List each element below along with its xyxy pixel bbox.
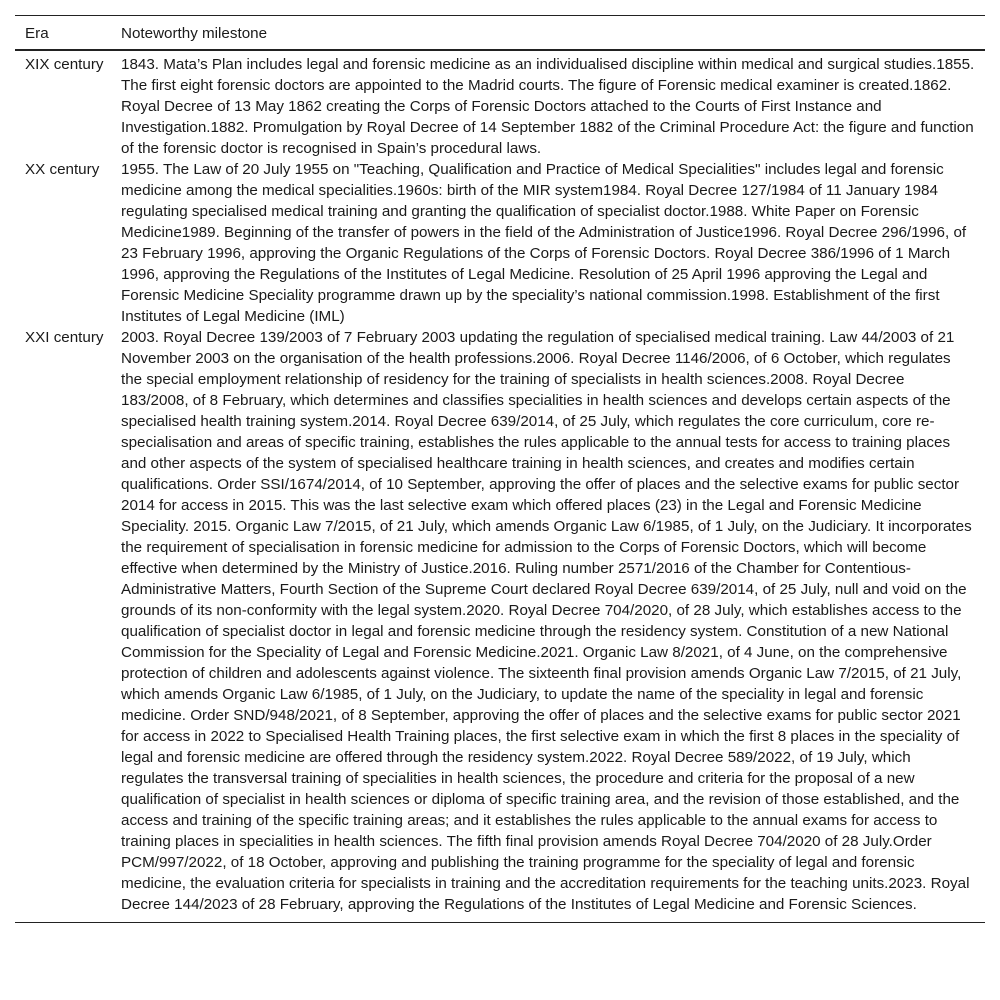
column-header-milestone: Noteworthy milestone: [121, 25, 268, 42]
table-body: [15, 50, 985, 923]
table-row: [15, 159, 985, 327]
column-header-era: Era: [25, 25, 49, 42]
header-row: [15, 16, 985, 51]
table-header: [15, 16, 985, 51]
milestones-table-container: [15, 15, 985, 923]
era-cell: XX century: [25, 161, 100, 178]
era-cell: XXI century: [25, 329, 104, 346]
milestone-cell: 1955. The Law of 20 July 1955 on "Teaching, Qualification and Practice of Medical Specialities" includes legal and forensic medicine among the medical specialities.1960s: birth of the MIR system1984. Royal Decree 127/1984 of 11 January 1984 regulating specialised medical training and granting the qualification of specialist doctor.1988. White Paper on Forensic Medicine1989. Beginning of the transfer of powers in the field of the Administration of Justice1996. Royal Decree 296/1996, of 23 February 1996, approving the Organic Regulations of the Corps of Forensic Doctors. Royal Decree 386/1996 of 1 March 1996, approving the Regulations of the Institutes of Legal Medicine. Resolution of 25 April 1996 approving the Legal and Forensic Medicine Speciality programme drawn up by the speciality’s national commission.1998. Establishment of the first Institutes of Legal Medicine (IML): [121, 161, 967, 325]
table-row: [15, 50, 985, 159]
milestone-cell: 1843. Mata’s Plan includes legal and forensic medicine as an individualised discipline within medical and surgical studies.1855. The first eight forensic doctors are appointed to the Madrid courts. The figure of Forensic medical examiner is created.1862. Royal Decree of 13 May 1862 creating the Corps of Forensic Doctors attached to the Courts of First Instance and Investigation.1882. Promulgation by Royal Decree of 14 September 1882 of the Criminal Procedure Act: the figure and function of the forensic doctor is recognised in Spain’s procedural laws.: [121, 56, 975, 157]
table-row: [15, 327, 985, 923]
era-cell: XIX century: [25, 56, 104, 73]
milestones-table: [15, 15, 985, 923]
milestone-cell: 2003. Royal Decree 139/2003 of 7 February 2003 updating the regulation of specialised medical training. Law 44/2003 of 21 November 2003 on the organisation of the health professions.2006. Royal Decree 1146/2006, of 6 October, which regulates the special employment relationship of residency for the training of specialists in health sciences.2008. Royal Decree 183/2008, of 8 February, which determines and classifies specialities in health sciences and develops certain aspects of the specialised health training system.2014. Royal Decree 639/2014, of 25 July, which regulates the core curriculum, core re-specialisation and areas of specific training, establishes the rules applicable to the annual tests for access to training places and other aspects of the system of specialised healthcare training in health sciences, and creates and modifies certain qualifications. Order SSI/1674/2014, of 10 September, approving the offer of places and the selective exams for public sector 2014 for access in 2015. This was the last selective exam which offered places (23) in the Legal and Forensic Medicine Speciality. 2015. Organic Law 7/2015, of 21 July, which amends Organic Law 6/1985, of 1 July, on the Judiciary. It incorporates the requirement of specialisation in forensic medicine for admission to the Corps of Forensic Doctors, which will become effective when determined by the Ministry of Justice.2016. Ruling number 2571/2016 of the Chamber for Contentious-Administrative Matters, Fourth Section of the Supreme Court declared Royal Decree 639/2014, of 25 July, null and void on the grounds of its non-conformity with the legal system.2020. Royal Decree 704/2020, of 28 July, which establishes access to the qualification of specialist doctor in legal and forensic medicine through the residency system. Constitution of a new National Commission for the Speciality of Legal and Forensic Medicine.2021. Organic Law 8/2021, of 4 June, on the comprehensive protection of children and adolescents against violence. The sixteenth final provision amends Organic Law 7/2015, of 21 July, which amends Organic Law 6/1985, of 1 July, on the Judiciary, to update the name of the speciality in legal and forensic medicine. Order SND/948/2021, of 8 September, approving the offer of places and the selective exams for public sector 2021 for access in 2022 to Specialised Health Training places, the first selective exam in which the first 8 places in the speciality of legal and forensic medicine are offered through the residency system.2022. Royal Decree 589/2022, of 19 July, which regulates the transversal training of specialities in health sciences, the procedure and criteria for the proposal of a new qualification of specialist in health sciences or diploma of specific training area, and the revision of those established, and the access and training of the specific training areas; and it establishes the rules applicable to the annual exams for access to training places in specialities in health sciences. The fifth final provision amends Royal Decree 704/2020 of 28 July.Order PCM/997/2022, of 18 October, approving and publishing the training programme for the speciality of legal and forensic medicine, the evaluation criteria for specialists in training and the accreditation requirements for the teaching units.2023. Royal Decree 144/2023 of 28 February, approving the Regulations of the Institutes of Legal Medicine and Forensic Sciences.: [121, 329, 972, 913]
